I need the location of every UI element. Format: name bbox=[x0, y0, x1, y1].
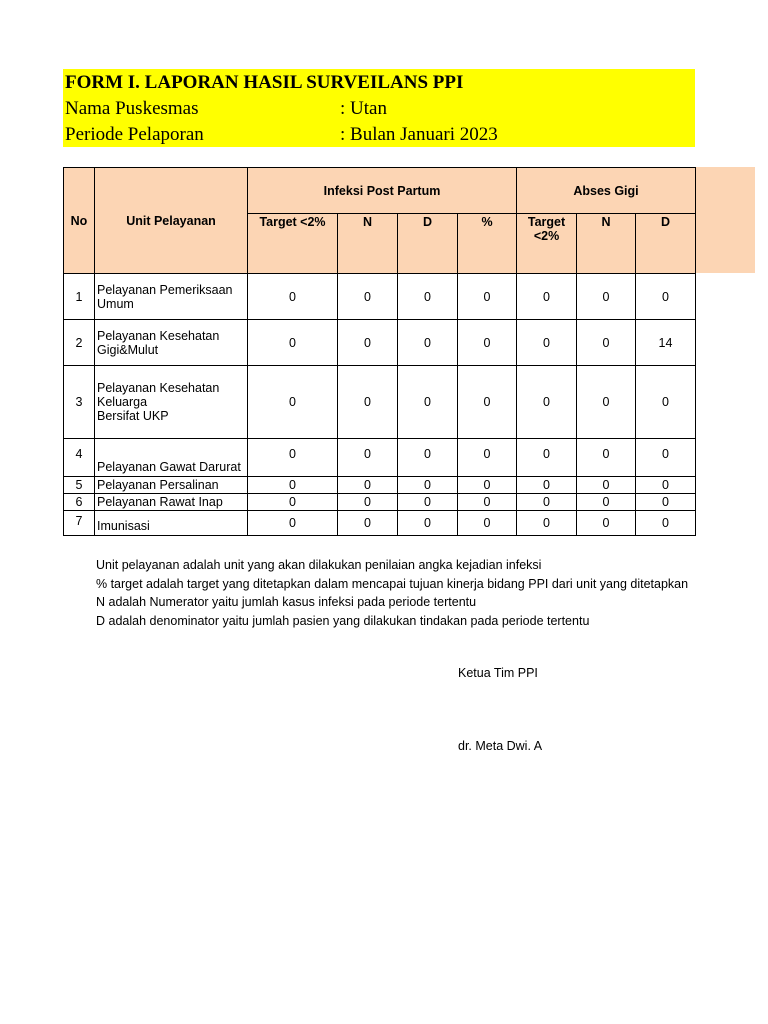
value-cell: 0 bbox=[458, 477, 517, 494]
value-cell: 0 bbox=[577, 274, 636, 320]
value-cell: 0 bbox=[577, 320, 636, 366]
value-cell: 0 bbox=[636, 439, 696, 477]
unit-line: Bersifat UKP bbox=[97, 409, 169, 423]
value-cell: 0 bbox=[248, 511, 338, 536]
unit-line: Pelayanan Kesehatan bbox=[97, 328, 220, 343]
unit-pelayanan-cell bbox=[95, 366, 248, 439]
table-row bbox=[64, 274, 696, 320]
value-cell: 0 bbox=[458, 366, 517, 439]
unit-line: Gigi&Mulut bbox=[97, 342, 159, 357]
note-line: N adalah Numerator yaitu jumlah kasus infeksi pada periode tertentu bbox=[96, 595, 477, 609]
periode-row bbox=[65, 122, 498, 148]
value-cell: 0 bbox=[398, 439, 458, 477]
value-cell: 0 bbox=[577, 439, 636, 477]
unit-line: Pelayanan Kesehatan bbox=[97, 381, 220, 395]
group-infeksi-post-partum: Infeksi Post Partum bbox=[248, 168, 517, 214]
value-cell: 0 bbox=[248, 494, 338, 511]
unit-pelayanan-cell bbox=[95, 477, 248, 494]
value-cell: 0 bbox=[577, 477, 636, 494]
value-cell: 0 bbox=[636, 511, 696, 536]
unit-line: Pelayanan Persalinan bbox=[97, 478, 219, 492]
surveillance-table-wrap bbox=[63, 167, 696, 536]
value-cell: 0 bbox=[458, 494, 517, 511]
puskesmas-label: Nama Puskesmas bbox=[65, 98, 199, 119]
notes bbox=[96, 556, 688, 630]
value-cell: 0 bbox=[517, 320, 577, 366]
g1-d-header: D bbox=[398, 214, 458, 274]
value-cell: 0 bbox=[398, 477, 458, 494]
value-cell: 0 bbox=[338, 274, 398, 320]
unit-pelayanan-cell bbox=[95, 494, 248, 511]
unit-pelayanan-cell bbox=[95, 320, 248, 366]
value-cell: 0 bbox=[517, 511, 577, 536]
value-cell: 14 bbox=[636, 320, 696, 366]
value-cell: 0 bbox=[338, 511, 398, 536]
value-cell: 0 bbox=[577, 366, 636, 439]
col-unit-header: Unit Pelayanan bbox=[95, 168, 248, 274]
g1-target-header: Target <2% bbox=[248, 214, 338, 274]
value-cell: 0 bbox=[458, 511, 517, 536]
signature-title: Ketua Tim PPI bbox=[458, 666, 538, 680]
table-row bbox=[64, 320, 696, 366]
row-number: 2 bbox=[64, 320, 95, 366]
row-number: 1 bbox=[64, 274, 95, 320]
value-cell: 0 bbox=[517, 366, 577, 439]
row-number: 4 bbox=[64, 439, 95, 477]
row-number: 5 bbox=[64, 477, 95, 494]
surveillance-table bbox=[63, 167, 696, 536]
unit-pelayanan-cell bbox=[95, 511, 248, 536]
value-cell: 0 bbox=[577, 494, 636, 511]
value-cell: 0 bbox=[248, 274, 338, 320]
value-cell: 0 bbox=[458, 320, 517, 366]
unit-line: Imunisasi bbox=[97, 519, 150, 533]
value-cell: 0 bbox=[248, 366, 338, 439]
col-no-header: No bbox=[64, 168, 95, 274]
value-cell: 0 bbox=[248, 477, 338, 494]
value-cell: 0 bbox=[636, 274, 696, 320]
g1-percent-header: % bbox=[458, 214, 517, 274]
value-cell: 0 bbox=[458, 274, 517, 320]
table-row bbox=[64, 439, 696, 477]
signature-name: dr. Meta Dwi. A bbox=[458, 739, 543, 753]
report-header bbox=[63, 69, 695, 147]
value-cell: 0 bbox=[636, 494, 696, 511]
value-cell: 0 bbox=[517, 439, 577, 477]
note-line: % target adalah target yang ditetapkan dalam mencapai tujuan kinerja bidang PPI dari unit yang ditetapkan bbox=[96, 576, 689, 591]
value-cell: 0 bbox=[398, 494, 458, 511]
value-cell: 0 bbox=[398, 511, 458, 536]
header-fill-extension bbox=[695, 167, 755, 273]
value-cell: 0 bbox=[248, 320, 338, 366]
value-cell: 0 bbox=[517, 494, 577, 511]
form-title: FORM I. LAPORAN HASIL SURVEILANS PPI bbox=[65, 72, 464, 93]
puskesmas-value: : Utan bbox=[340, 98, 387, 119]
value-cell: 0 bbox=[458, 439, 517, 477]
value-cell: 0 bbox=[636, 366, 696, 439]
value-cell: 0 bbox=[636, 477, 696, 494]
value-cell: 0 bbox=[398, 320, 458, 366]
unit-pelayanan-cell bbox=[95, 274, 248, 320]
g1-n-header: N bbox=[338, 214, 398, 274]
value-cell: 0 bbox=[577, 511, 636, 536]
g2-d-header: D bbox=[636, 214, 696, 274]
value-cell: 0 bbox=[517, 477, 577, 494]
value-cell: 0 bbox=[517, 274, 577, 320]
unit-pelayanan-cell bbox=[95, 439, 248, 477]
value-cell: 0 bbox=[338, 366, 398, 439]
value-cell: 0 bbox=[398, 274, 458, 320]
row-number: 7 bbox=[64, 511, 95, 536]
puskesmas-row bbox=[65, 96, 387, 122]
note-line: Unit pelayanan adalah unit yang akan dilakukan penilaian angka kejadian infeksi bbox=[96, 558, 542, 572]
note-line: D adalah denominator yaitu jumlah pasien yang dilakukan tindakan pada periode tertentu bbox=[96, 613, 590, 628]
table-row bbox=[64, 477, 696, 494]
table-body bbox=[64, 274, 696, 536]
value-cell: 0 bbox=[248, 439, 338, 477]
row-number: 3 bbox=[64, 366, 95, 439]
unit-line: Pelayanan Gawat Darurat bbox=[97, 460, 241, 474]
unit-line: Pelayanan Pemeriksaan bbox=[97, 282, 233, 297]
periode-value: : Bulan Januari 2023 bbox=[340, 124, 498, 145]
group-abses-gigi: Abses Gigi bbox=[517, 168, 696, 214]
value-cell: 0 bbox=[338, 439, 398, 477]
table-row bbox=[64, 494, 696, 511]
g2-target-header: Target <2% bbox=[517, 214, 577, 274]
value-cell: 0 bbox=[338, 494, 398, 511]
value-cell: 0 bbox=[338, 477, 398, 494]
table-row bbox=[64, 366, 696, 439]
unit-line: Pelayanan Rawat Inap bbox=[97, 495, 223, 509]
unit-line: Keluarga bbox=[97, 395, 148, 409]
value-cell: 0 bbox=[338, 320, 398, 366]
row-number: 6 bbox=[64, 494, 95, 511]
unit-line: Umum bbox=[97, 296, 134, 311]
g2-n-header: N bbox=[577, 214, 636, 274]
value-cell: 0 bbox=[398, 366, 458, 439]
periode-label: Periode Pelaporan bbox=[65, 124, 204, 145]
table-row bbox=[64, 511, 696, 536]
